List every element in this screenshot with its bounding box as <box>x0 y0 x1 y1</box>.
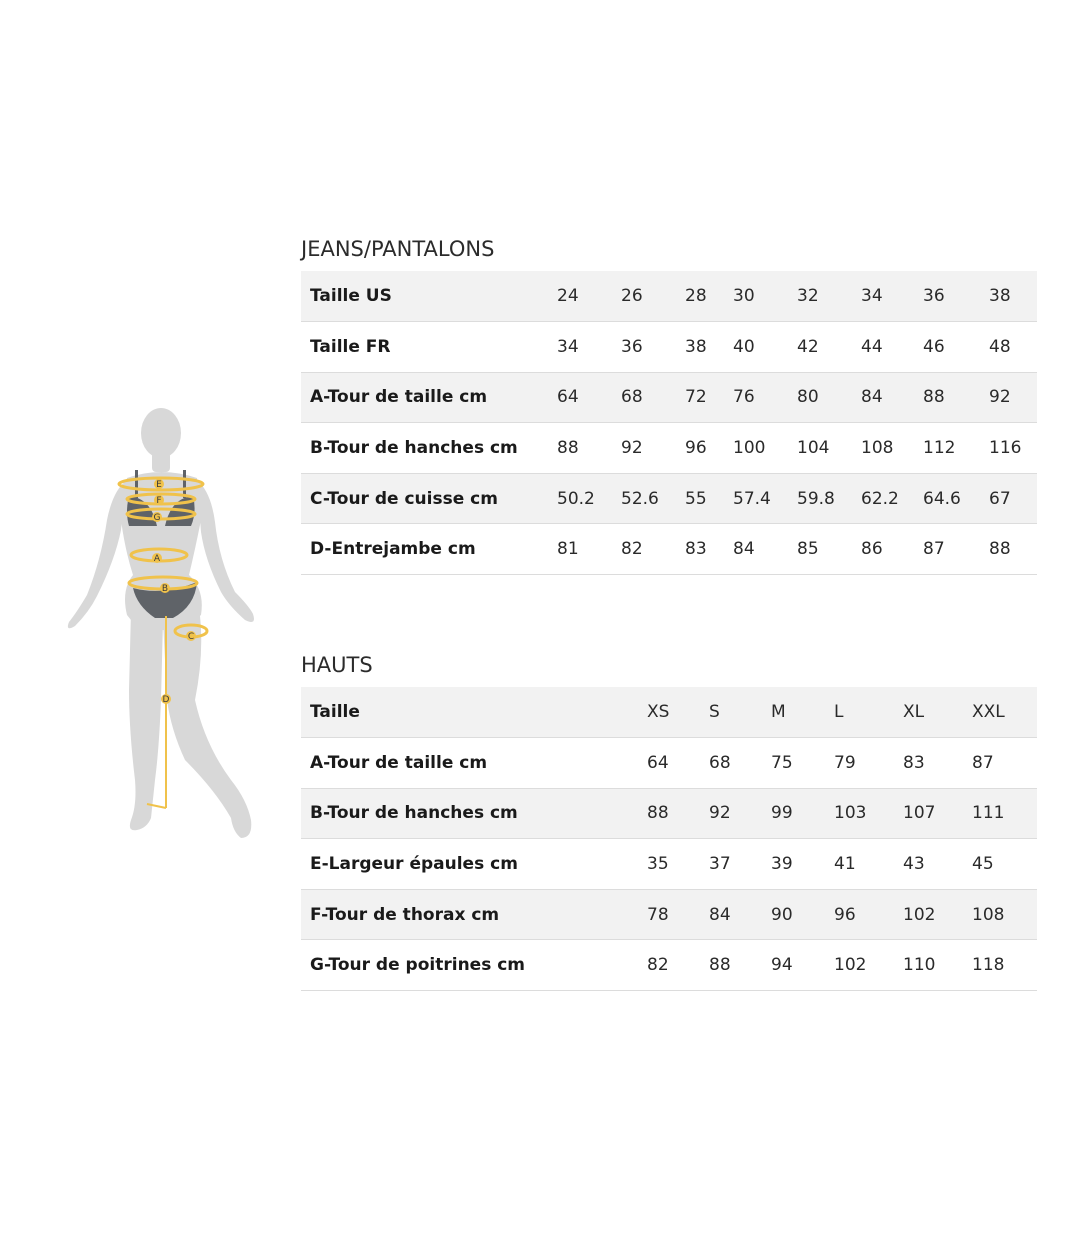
table-cell: 68 <box>709 738 771 789</box>
table-cell: 64 <box>647 738 709 789</box>
marker-c: C <box>187 632 195 642</box>
table-row <box>301 372 1037 423</box>
table-cell: 102 <box>834 940 903 991</box>
table-cell: 67 <box>989 473 1037 524</box>
table-cell: 92 <box>989 372 1037 423</box>
row-label: A-Tour de taille cm <box>301 372 557 423</box>
table-cell: 57.4 <box>733 473 797 524</box>
table-row <box>301 687 1037 738</box>
row-label: Taille FR <box>301 322 557 373</box>
table-cell: 28 <box>685 271 733 322</box>
table-cell: 88 <box>557 423 621 474</box>
jeans-size-table <box>301 271 1037 575</box>
table-cell: 107 <box>903 788 972 839</box>
table-cell: 99 <box>771 788 834 839</box>
row-label: C-Tour de cuisse cm <box>301 473 557 524</box>
table-cell: L <box>834 687 903 738</box>
table-cell: 38 <box>685 322 733 373</box>
marker-b: B <box>161 584 169 594</box>
table-cell: 46 <box>923 322 989 373</box>
marker-f: F <box>156 496 162 506</box>
table-cell: 80 <box>797 372 861 423</box>
table-cell: 94 <box>771 940 834 991</box>
table-cell: 40 <box>733 322 797 373</box>
table-cell: 76 <box>733 372 797 423</box>
body-measurement-figure <box>55 400 265 850</box>
table-cell: 37 <box>709 839 771 890</box>
table-cell: 45 <box>972 839 1037 890</box>
marker-e: E <box>156 480 162 490</box>
tops-section-title: HAUTS <box>301 653 373 677</box>
table-cell: 88 <box>709 940 771 991</box>
jeans-table-body <box>301 271 1037 575</box>
table-cell: 86 <box>861 524 923 575</box>
table-cell: 85 <box>797 524 861 575</box>
row-label: B-Tour de hanches cm <box>301 788 647 839</box>
table-cell: 42 <box>797 322 861 373</box>
table-cell: 50.2 <box>557 473 621 524</box>
table-cell: 81 <box>557 524 621 575</box>
table-cell: XL <box>903 687 972 738</box>
table-cell: 88 <box>647 788 709 839</box>
table-cell: 116 <box>989 423 1037 474</box>
row-label: G-Tour de poitrines cm <box>301 940 647 991</box>
marker-a: A <box>153 554 161 564</box>
table-cell: 108 <box>972 889 1037 940</box>
table-cell: XXL <box>972 687 1037 738</box>
table-cell: 88 <box>989 524 1037 575</box>
table-cell: 84 <box>861 372 923 423</box>
table-cell: 82 <box>647 940 709 991</box>
table-cell: 104 <box>797 423 861 474</box>
tops-table-body <box>301 687 1037 991</box>
table-cell: 102 <box>903 889 972 940</box>
table-cell: 111 <box>972 788 1037 839</box>
table-cell: 34 <box>557 322 621 373</box>
jeans-section-title: JEANS/PANTALONS <box>301 237 495 261</box>
marker-d: D <box>162 695 170 705</box>
table-cell: 100 <box>733 423 797 474</box>
table-cell: 83 <box>903 738 972 789</box>
row-label: E-Largeur épaules cm <box>301 839 647 890</box>
table-row <box>301 423 1037 474</box>
table-cell: 43 <box>903 839 972 890</box>
table-cell: 118 <box>972 940 1037 991</box>
table-cell: 34 <box>861 271 923 322</box>
table-cell: 41 <box>834 839 903 890</box>
table-cell: 78 <box>647 889 709 940</box>
table-row <box>301 839 1037 890</box>
table-row <box>301 788 1037 839</box>
table-cell: 72 <box>685 372 733 423</box>
row-label: Taille US <box>301 271 557 322</box>
table-cell: 112 <box>923 423 989 474</box>
table-cell: 44 <box>861 322 923 373</box>
table-cell: 24 <box>557 271 621 322</box>
table-cell: 88 <box>923 372 989 423</box>
table-row <box>301 271 1037 322</box>
table-cell: 96 <box>834 889 903 940</box>
table-cell: 90 <box>771 889 834 940</box>
table-cell: 39 <box>771 839 834 890</box>
table-cell: 64 <box>557 372 621 423</box>
table-cell: 92 <box>709 788 771 839</box>
table-row <box>301 524 1037 575</box>
table-cell: 84 <box>733 524 797 575</box>
row-label: B-Tour de hanches cm <box>301 423 557 474</box>
table-cell: 35 <box>647 839 709 890</box>
table-cell: 83 <box>685 524 733 575</box>
table-cell: 110 <box>903 940 972 991</box>
table-cell: 79 <box>834 738 903 789</box>
table-cell: 59.8 <box>797 473 861 524</box>
table-cell: 48 <box>989 322 1037 373</box>
table-cell: 68 <box>621 372 685 423</box>
table-cell: 52.6 <box>621 473 685 524</box>
row-label: D-Entrejambe cm <box>301 524 557 575</box>
table-cell: 82 <box>621 524 685 575</box>
body-silhouette <box>55 400 265 850</box>
marker-g: G <box>153 513 161 523</box>
table-cell: 84 <box>709 889 771 940</box>
table-cell: 26 <box>621 271 685 322</box>
table-cell: 108 <box>861 423 923 474</box>
table-cell: 103 <box>834 788 903 839</box>
table-cell: S <box>709 687 771 738</box>
row-label: A-Tour de taille cm <box>301 738 647 789</box>
table-cell: 75 <box>771 738 834 789</box>
table-row <box>301 889 1037 940</box>
table-cell: 38 <box>989 271 1037 322</box>
table-cell: 30 <box>733 271 797 322</box>
tops-size-table <box>301 687 1037 991</box>
table-cell: 55 <box>685 473 733 524</box>
table-cell: 62.2 <box>861 473 923 524</box>
table-cell: 92 <box>621 423 685 474</box>
table-cell: 87 <box>972 738 1037 789</box>
table-cell: 36 <box>621 322 685 373</box>
table-cell: M <box>771 687 834 738</box>
row-label: Taille <box>301 687 647 738</box>
table-cell: 87 <box>923 524 989 575</box>
table-cell: 64.6 <box>923 473 989 524</box>
table-cell: XS <box>647 687 709 738</box>
table-cell: 36 <box>923 271 989 322</box>
table-row <box>301 322 1037 373</box>
row-label: F-Tour de thorax cm <box>301 889 647 940</box>
table-cell: 96 <box>685 423 733 474</box>
table-row <box>301 940 1037 991</box>
table-row <box>301 473 1037 524</box>
table-cell: 32 <box>797 271 861 322</box>
table-row <box>301 738 1037 789</box>
